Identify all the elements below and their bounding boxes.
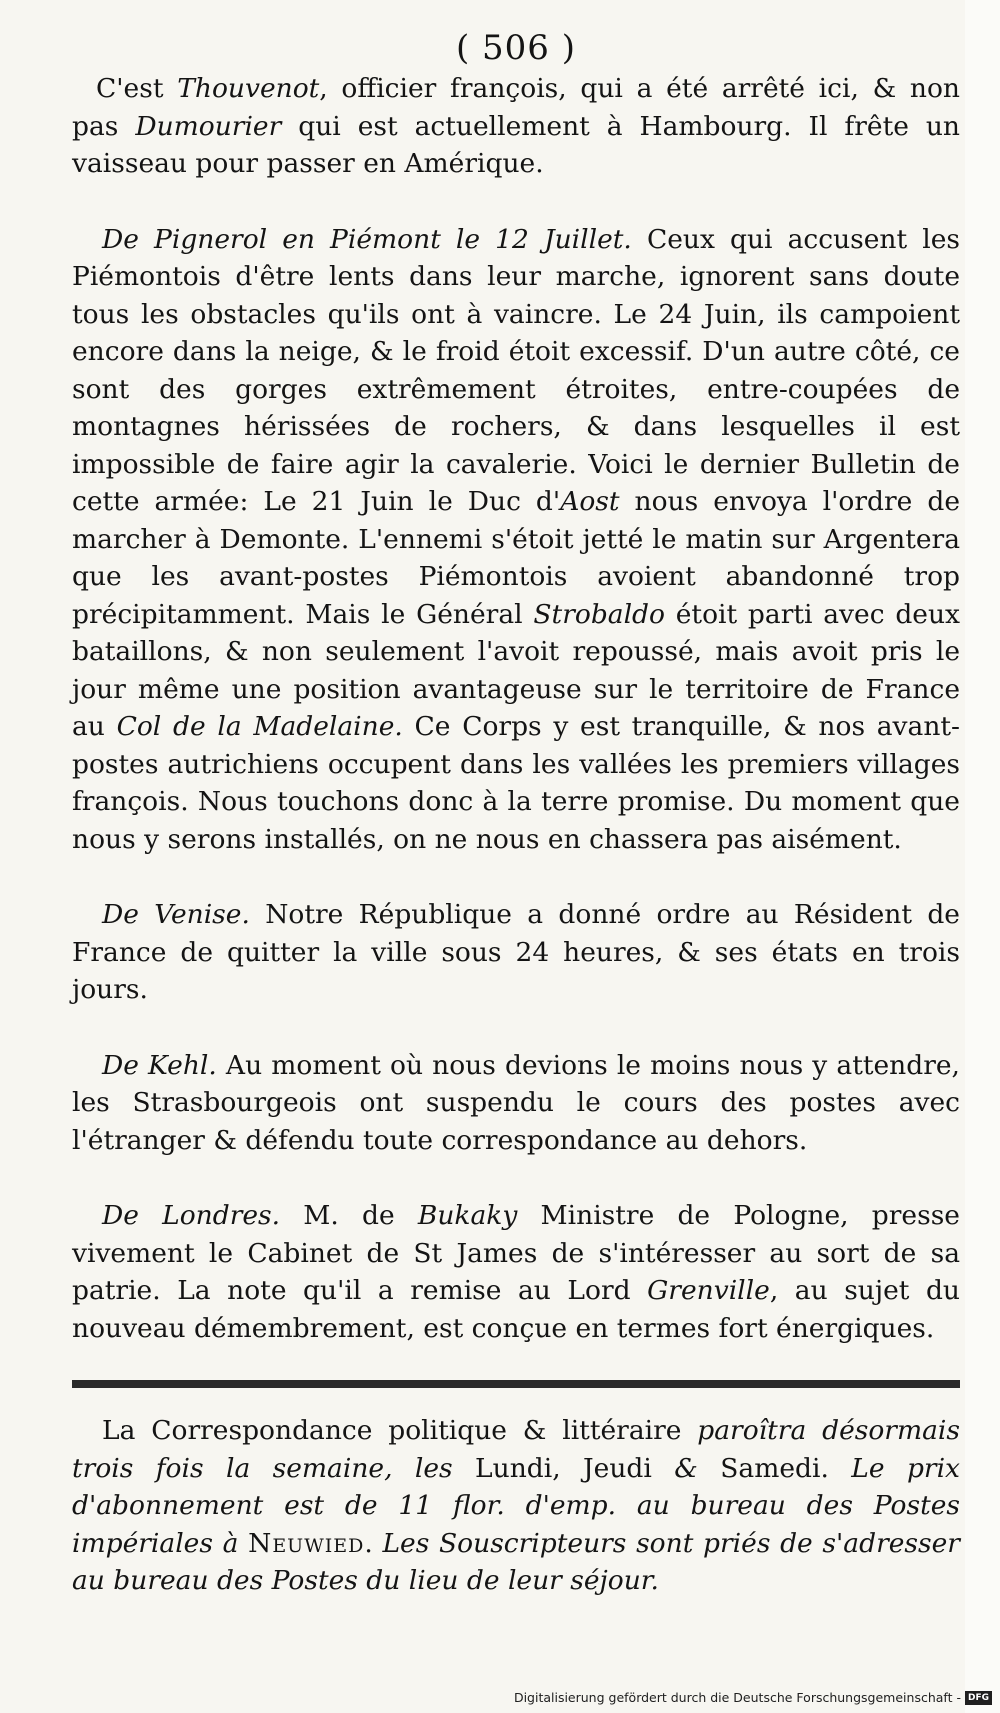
- subscription-notice: [72, 1412, 960, 1600]
- paragraph-venise: [72, 896, 960, 1009]
- text-run: M. de: [280, 1200, 418, 1231]
- text-run: Samedi.: [697, 1452, 852, 1484]
- text-run: Lundi, Jeudi: [452, 1452, 675, 1484]
- text-run: qui est actuellement à Hambourg. Il frête un vaisseau pour passer en Amérique.: [72, 110, 960, 179]
- dfg-logo-icon: DFG: [965, 1691, 992, 1705]
- paragraph-kehl: [72, 1047, 960, 1160]
- text-run: étoit parti avec deux bataillons, & non seulement l'avoit repoussé, mais avoit pris le jour même une position avantageuse sur le territoire de France au: [72, 598, 960, 742]
- text-run: , officier françois, qui a été arrêté ici, & non pas: [72, 73, 960, 142]
- person-name: Aost: [560, 486, 620, 517]
- paragraph-londres: [72, 1197, 960, 1347]
- person-name: Grenville: [647, 1275, 770, 1306]
- dateline: De Kehl.: [102, 1049, 217, 1081]
- text-run: La Correspondance politique & littéraire: [102, 1415, 698, 1446]
- italic-run: paroîtra désormais trois fois la semaine, les: [72, 1415, 960, 1484]
- italic-run: Les Souscripteurs sont priés de s'adresser au bureau des Postes du lieu de leur séjour.: [72, 1527, 960, 1596]
- text-run: Ce Corps y est tranquille, & nos avant-postes autrichiens occupent dans les vallées les premiers villages françois. Nous touchons donc à la terre promise. Du moment que nous y serons installés, on ne nous en chassera pas aisément.: [72, 711, 960, 855]
- person-name: Thouvenot: [177, 73, 320, 104]
- person-name: Dumourier: [135, 110, 282, 142]
- text-run: .: [364, 1527, 383, 1559]
- italic-run: &: [674, 1452, 698, 1484]
- text-run: Ministre de Pologne, presse vivement le Cabinet de St James de s'intéresser au sort de sa patrie. La note qu'il a remise au Lord: [72, 1200, 960, 1306]
- text-run: Ceux qui accusent les Piémontois d'être lents dans leur marche, ignorent sans doute tous les obstacles qu'ils ont à vaincre. Le 24 Juin, ils campoient encore dans la neige, & le froid étoit excessif. D'un autre côté, ce sont des gorges extrêmement étroites, entre-coupées de montagnes hérissées de rochers, & dans lesquelles il est impossible de faire agir la cavalerie. Voici le dernier Bulletin de cette armée: Le 21 Juin le Duc d': [72, 223, 960, 517]
- page-content: [72, 28, 960, 1600]
- text-run: Au moment où nous devions le moins nous y attendre, les Strasbourgeois ont suspendu le cours des postes avec l'étranger & défendu toute correspondance au dehors.: [72, 1049, 960, 1156]
- italic-run: Le prix d'abonnement est de 11 flor. d'emp. au bureau des Postes impériales à: [72, 1452, 960, 1559]
- dateline: De Londres.: [102, 1200, 281, 1231]
- text-run: Notre République a donné ordre au Résident de France de quitter la ville sous 24 heures, & ses états en trois jours.: [72, 899, 960, 1005]
- digitization-footer: [514, 1690, 992, 1705]
- person-name: Strobaldo: [533, 598, 665, 630]
- paragraph-thouvenot: [72, 70, 960, 183]
- place-name: Col de la Madelaine.: [116, 711, 403, 742]
- page-number: ( 506 ): [455, 28, 577, 68]
- separator-rule: [72, 1380, 960, 1388]
- person-name: Bukaky: [417, 1200, 518, 1231]
- dateline: De Venise.: [102, 899, 250, 930]
- text-run: C'est: [96, 73, 178, 104]
- dateline: De Pignerol en Piémont le 12 Juillet.: [102, 223, 632, 255]
- text-run: , au sujet du nouveau démembrement, est conçue en termes fort énergiques.: [72, 1275, 960, 1344]
- footer-text: Digitalisierung gefördert durch die Deutsche Forschungsgemeinschaft -: [513, 1690, 961, 1705]
- text-run: nous envoya l'ordre de marcher à Demonte. L'ennemi s'étoit jetté le matin sur Argentera que les avant-postes Piémontois avoient abandonné trop précipitamment. Mais le Général: [72, 486, 961, 630]
- place-name: Neuwied: [248, 1527, 365, 1559]
- paragraph-pignerol: [72, 221, 960, 859]
